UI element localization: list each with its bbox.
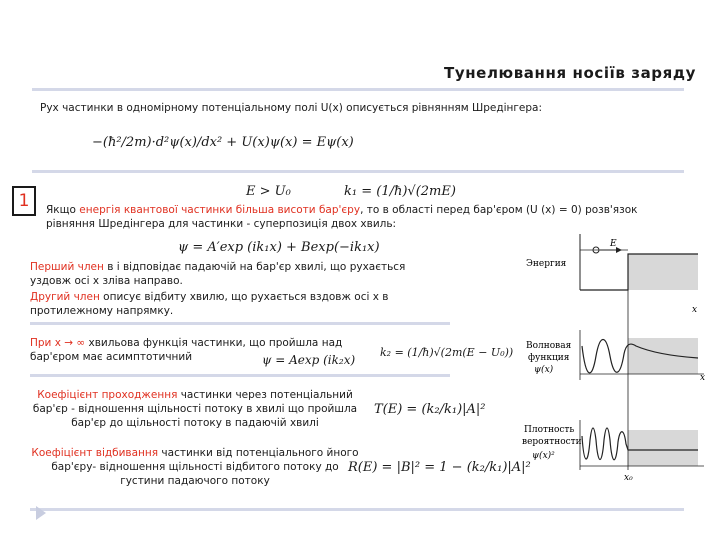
play-triangle-icon xyxy=(36,506,46,520)
second-term-paragraph xyxy=(30,290,420,318)
barrier-region-mid xyxy=(628,338,698,374)
energy-label: Энергия xyxy=(526,259,567,269)
x-axis-label-1: x xyxy=(692,305,698,315)
k1-equation: k₁ = (1/ħ)√(2mE) xyxy=(344,184,456,199)
k2-equation: k₂ = (1/ħ)√(2m(E − U₀)) xyxy=(380,346,514,359)
psi-equation: ψ = A′exp (ik₁x) + Bexp(−ik₁x) xyxy=(178,240,380,255)
limit-divider xyxy=(30,374,450,377)
slide-title: Тунелювання носіїв заряду xyxy=(444,64,696,82)
schrodinger-equation: −(ħ²/2m)·d²ψ(x)/dx² + U(x)ψ(x) = Eψ(x) xyxy=(92,135,354,150)
wave-label-1: Волновая xyxy=(526,341,572,351)
prob-label-3: ψ(x)² xyxy=(532,451,555,461)
particle-arrowhead xyxy=(616,247,622,253)
second-term-text: описує відбиту хвилю, що рухається вздовж осі x в протилежному напрямку. xyxy=(30,291,389,317)
barrier-region-top xyxy=(628,254,698,290)
case-text-post: , то в області перед бар'єром (U (x) = 0) розв'язок рівняння Шредінгера для частинки - суперпозиція двох хвиль: xyxy=(46,204,638,230)
transmission-paragraph xyxy=(30,388,360,430)
limit-text: хвильова функція частинки, що пройшла над бар'єром має асимптотичний xyxy=(30,337,343,363)
limit-label: При x → ∞ xyxy=(30,337,86,349)
title-divider xyxy=(32,88,684,91)
prob-label-1: Плотность xyxy=(524,425,575,435)
reflection-equation: R(E) = |B|² = 1 − (k₂/k₁)|A|² xyxy=(348,460,531,475)
intro-divider xyxy=(32,170,684,173)
transmission-text: частинки через потенціальний бар'єр - відношення щільності потоку в хвилі що пройшла бар'єр до щільності потоку в падаючій хвилі xyxy=(32,389,358,429)
first-term-text: в і відповідає падаючій на бар'єр хвилі, що рухається уздовж осі x зліва направо. xyxy=(30,261,406,287)
transmission-label: Коефіцієнт проходження xyxy=(37,389,178,401)
case-number-badge: 1 xyxy=(12,186,36,216)
case-text-pre: Якщо xyxy=(46,204,80,216)
transmission-equation: T(E) = (k₂/k₁)|A|² xyxy=(374,402,486,417)
asymptotic-equation: ψ = Aexp (ik₂x) xyxy=(262,353,356,367)
x-axis-label-2: x xyxy=(700,373,706,383)
second-term-label: Другий член xyxy=(30,291,100,303)
reflection-paragraph xyxy=(30,446,360,488)
prob-label-2: вероятности xyxy=(522,437,582,447)
first-term-paragraph xyxy=(30,260,420,288)
case-text-highlight: енергія квантової частинки більша висоти бар'єру xyxy=(79,204,361,216)
energy-condition: E > U₀ xyxy=(246,184,291,199)
case-text xyxy=(46,203,686,231)
x0-label: x₀ xyxy=(624,473,633,483)
barrier-diagrams xyxy=(520,230,712,494)
reflection-text: частинки від потенціального йного бар'єру- відношення щільності відбитого потоку до густини падаючого потоку xyxy=(51,447,359,487)
first-term-label: Перший член xyxy=(30,261,104,273)
terms-divider xyxy=(30,322,450,325)
e-label: E xyxy=(610,239,617,249)
barrier-region-bottom xyxy=(628,430,698,466)
intro-text: Рух частинки в одномірному потенціальному полі U(x) описується рівнянням Шредінгера: xyxy=(40,102,543,114)
bottom-divider xyxy=(30,508,684,511)
reflection-label: Коефіцієнт відбивання xyxy=(31,447,159,459)
wave-label-2: функция xyxy=(528,353,570,363)
wave-label-3: ψ(x) xyxy=(534,365,554,375)
